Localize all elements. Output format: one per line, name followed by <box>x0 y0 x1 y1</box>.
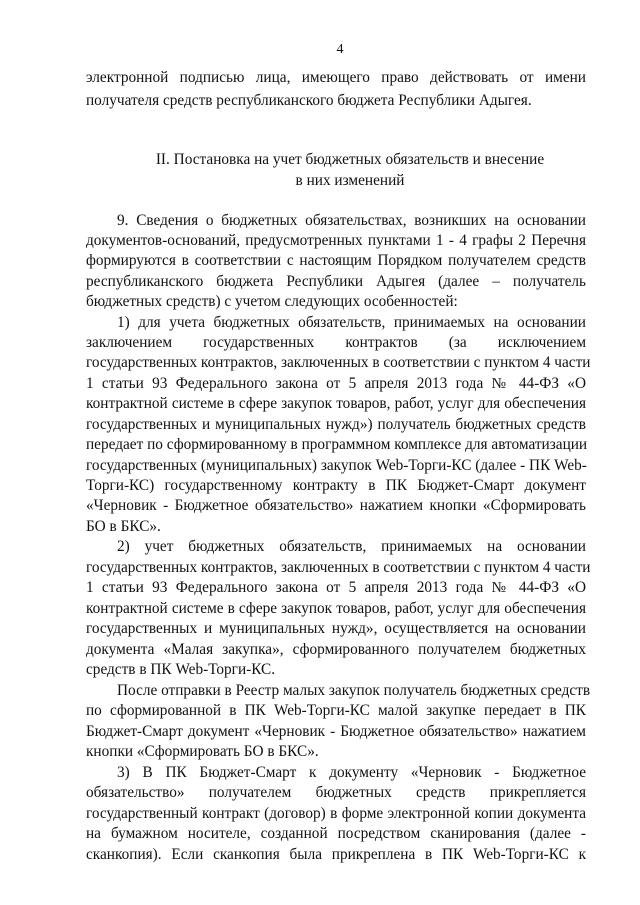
text-line: государственный контракт (договор) в форме электронной копии документа <box>86 805 586 822</box>
text-line: 1 статьи 93 Федерального закона от 5 апреля 2013 года № 44-ФЗ «О <box>86 579 586 596</box>
page-number: 4 <box>336 42 344 57</box>
text-line: формируются в соответствии с настоящим Порядком получателем средств <box>86 252 586 269</box>
text-line: бюджетных средств) с учетом следующих особенностей: <box>86 293 458 310</box>
text-line: Бюджет-Смарт документ «Черновик - Бюджетное обязательство» нажатием <box>86 723 586 740</box>
text-line: государственных контрактов, заключенных в соответствии с пунктом 4 части <box>86 354 591 371</box>
text-line: 3) В ПК Бюджет-Смарт к документу «Черновик - Бюджетное <box>117 764 586 781</box>
text-line: 9. Сведения о бюджетных обязательствах, возникших на основании <box>117 212 586 229</box>
text-line: передает по сформированному в программном комплексе для автоматизации <box>86 436 588 453</box>
text-line: контрактной системе в сфере закупок товаров, работ, услуг для обеспечения <box>86 395 586 412</box>
text-line: государственных и муниципальных нужд») получатель бюджетных средств <box>86 416 586 433</box>
text-line: электронной подписью лица, имеющего право действовать от имени <box>86 69 586 86</box>
text-line: БО в БКС». <box>86 518 161 535</box>
section-heading: II. Постановка на учет бюджетных обязательств и внесение <box>155 151 545 168</box>
text-line: 1 статьи 93 Федерального закона от 5 апреля 2013 года № 44-ФЗ «О <box>86 375 586 392</box>
text-line: документа «Малая закупка», сформированного получателем бюджетных <box>86 641 586 658</box>
text-line: контрактной системе в сфере закупок товаров, работ, услуг для обеспечения <box>86 600 586 617</box>
text-line: сканкопия). Если сканкопия была прикреплена в ПК Web-Торги-КС к <box>86 846 586 863</box>
text-line: государственных и муниципальных нужд», осуществляется на основании <box>86 620 586 637</box>
text-line: обязательство» получателем бюджетных средств прикрепляется <box>86 784 586 801</box>
text-line: «Черновик - Бюджетное обязательство» нажатием кнопки «Сформировать <box>86 497 586 514</box>
text-line: заключением государственных контрактов (за исключением <box>86 334 586 351</box>
text-line: документов-оснований, предусмотренных пунктами 1 - 4 графы 2 Перечня <box>86 232 586 249</box>
text-line: После отправки в Реестр малых закупок получатель бюджетных средств <box>117 682 591 699</box>
section-heading: в них изменений <box>295 172 405 189</box>
text-line: средств в ПК Web-Торги-КС. <box>86 661 276 678</box>
text-line: государственных (муниципальных) закупок Web-Торги-КС (далее - ПК Web- <box>86 457 587 474</box>
text-line: 2) учет бюджетных обязательств, принимаемых на основании <box>117 538 586 555</box>
text-line: 1) для учета бюджетных обязательств, принимаемых на основании <box>117 314 586 331</box>
text-line: на бумажном носителе, созданной посредством сканирования (далее - <box>86 825 586 842</box>
text-line: кнопки «Сформировать БО в БКС». <box>86 743 319 760</box>
text-line: Торги-КС) государственному контракту в ПК Бюджет-Смарт документ <box>86 477 586 494</box>
text-line: по сформированной в ПК Web-Торги-КС малой закупке передает в ПК <box>86 702 586 719</box>
text-line: государственных контрактов, заключенных в соответствии с пунктом 4 части <box>86 559 591 576</box>
text-line: республиканского бюджета Республики Адыгея (далее – получатель <box>86 273 586 290</box>
text-line: получателя средств республиканского бюджета Республики Адыгея. <box>86 92 532 109</box>
